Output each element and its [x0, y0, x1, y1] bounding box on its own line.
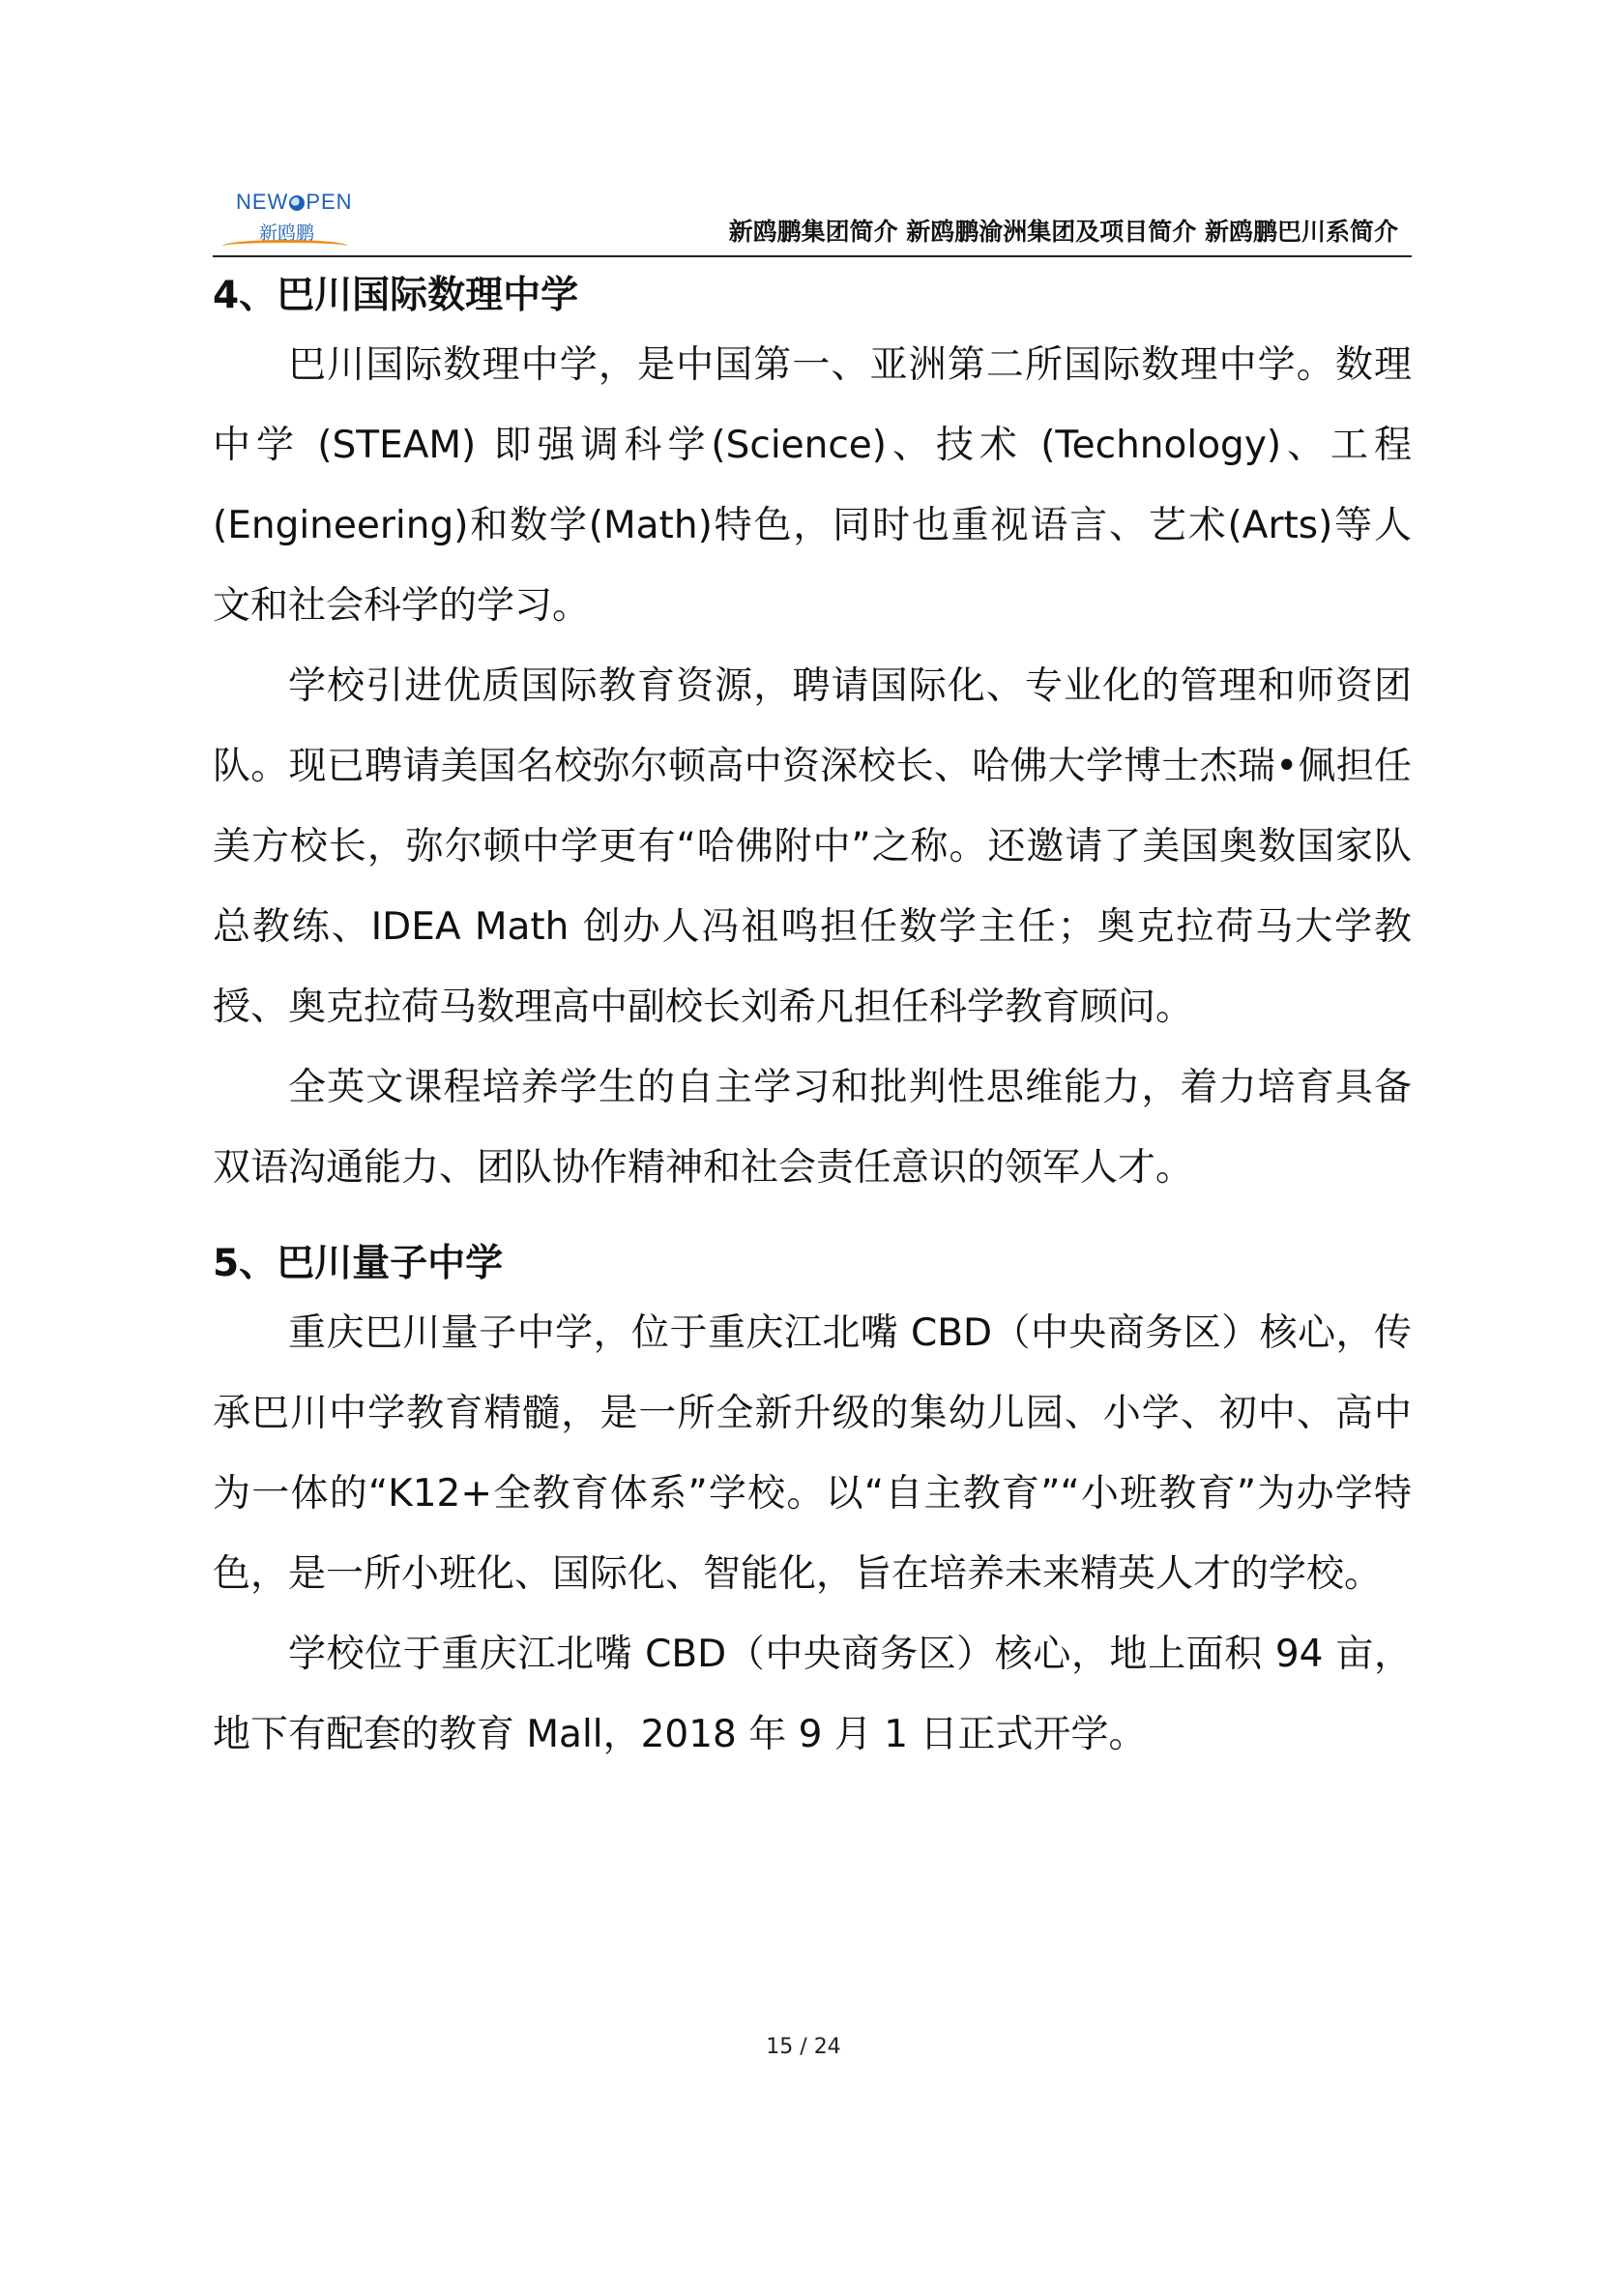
paragraph: 巴川国际数理中学，是中国第一、亚洲第二所国际数理中学。数理中学 (STEAM) 即强调科学(Science)、技术 (Technology)、工程(Engineering)和数学(Math)特色，同时也重视语言、艺术(Arts)等人文和社会科学的学习。 — [213, 343, 1412, 628]
paragraph: 全英文课程培养学生的自主学习和批判性思维能力，着力培育具备双语沟通能力、团队协作精神和社会责任意识的领军人才。 — [213, 1066, 1412, 1190]
globe-icon — [289, 195, 305, 211]
paragraph: 重庆巴川量子中学，位于重庆江北嘴 CBD（中央商务区）核心，传承巴川中学教育精髓，是一所全新升级的集幼儿园、小学、初中、高中为一体的“K12+全教育体系”学校。以“自主教育”“小班教育”为办学特色，是一所小班化、国际化、智能化，旨在培养未来精英人才的学校。 — [213, 1311, 1412, 1596]
company-logo — [222, 186, 358, 253]
section-heading: 4、巴川国际数理中学 — [213, 274, 579, 317]
paragraph: 学校引进优质国际教育资源，聘请国际化、专业化的管理和师资团队。现已聘请美国名校弥尔顿高中资深校长、哈佛大学博士杰瑞•佩担任美方校长，弥尔顿中学更有“哈佛附中”之称。还邀请了美国奥数国家队总教练、IDEA Math 创办人冯祖鸣担任数学主任；奥克拉荷马大学教授、奥克拉荷马数理高中副校长刘希凡担任科学教育顾问。 — [213, 664, 1412, 1029]
page-number: 15 / 24 — [766, 2035, 841, 2059]
document-body — [213, 267, 1412, 1775]
logo-english-text: NEW PEN — [236, 190, 353, 214]
section-bachuan-quantum — [213, 1235, 1412, 1775]
section-bachuan-international — [213, 267, 1412, 1208]
header-title: 新鸥鹏集团简介 新鸥鹏渝洲集团及项目简介 新鸥鹏巴川系简介 — [728, 218, 1398, 246]
section-heading: 5、巴川量子中学 — [213, 1242, 504, 1285]
logo-swoosh — [222, 240, 348, 252]
paragraph: 学校位于重庆江北嘴 CBD（中央商务区）核心，地上面积 94 亩，地下有配套的教育 Mall，2018 年 9 月 1 日正式开学。 — [213, 1633, 1412, 1756]
logo-chinese-text: 新鸥鹏 — [259, 222, 315, 244]
page-header — [213, 182, 1412, 257]
